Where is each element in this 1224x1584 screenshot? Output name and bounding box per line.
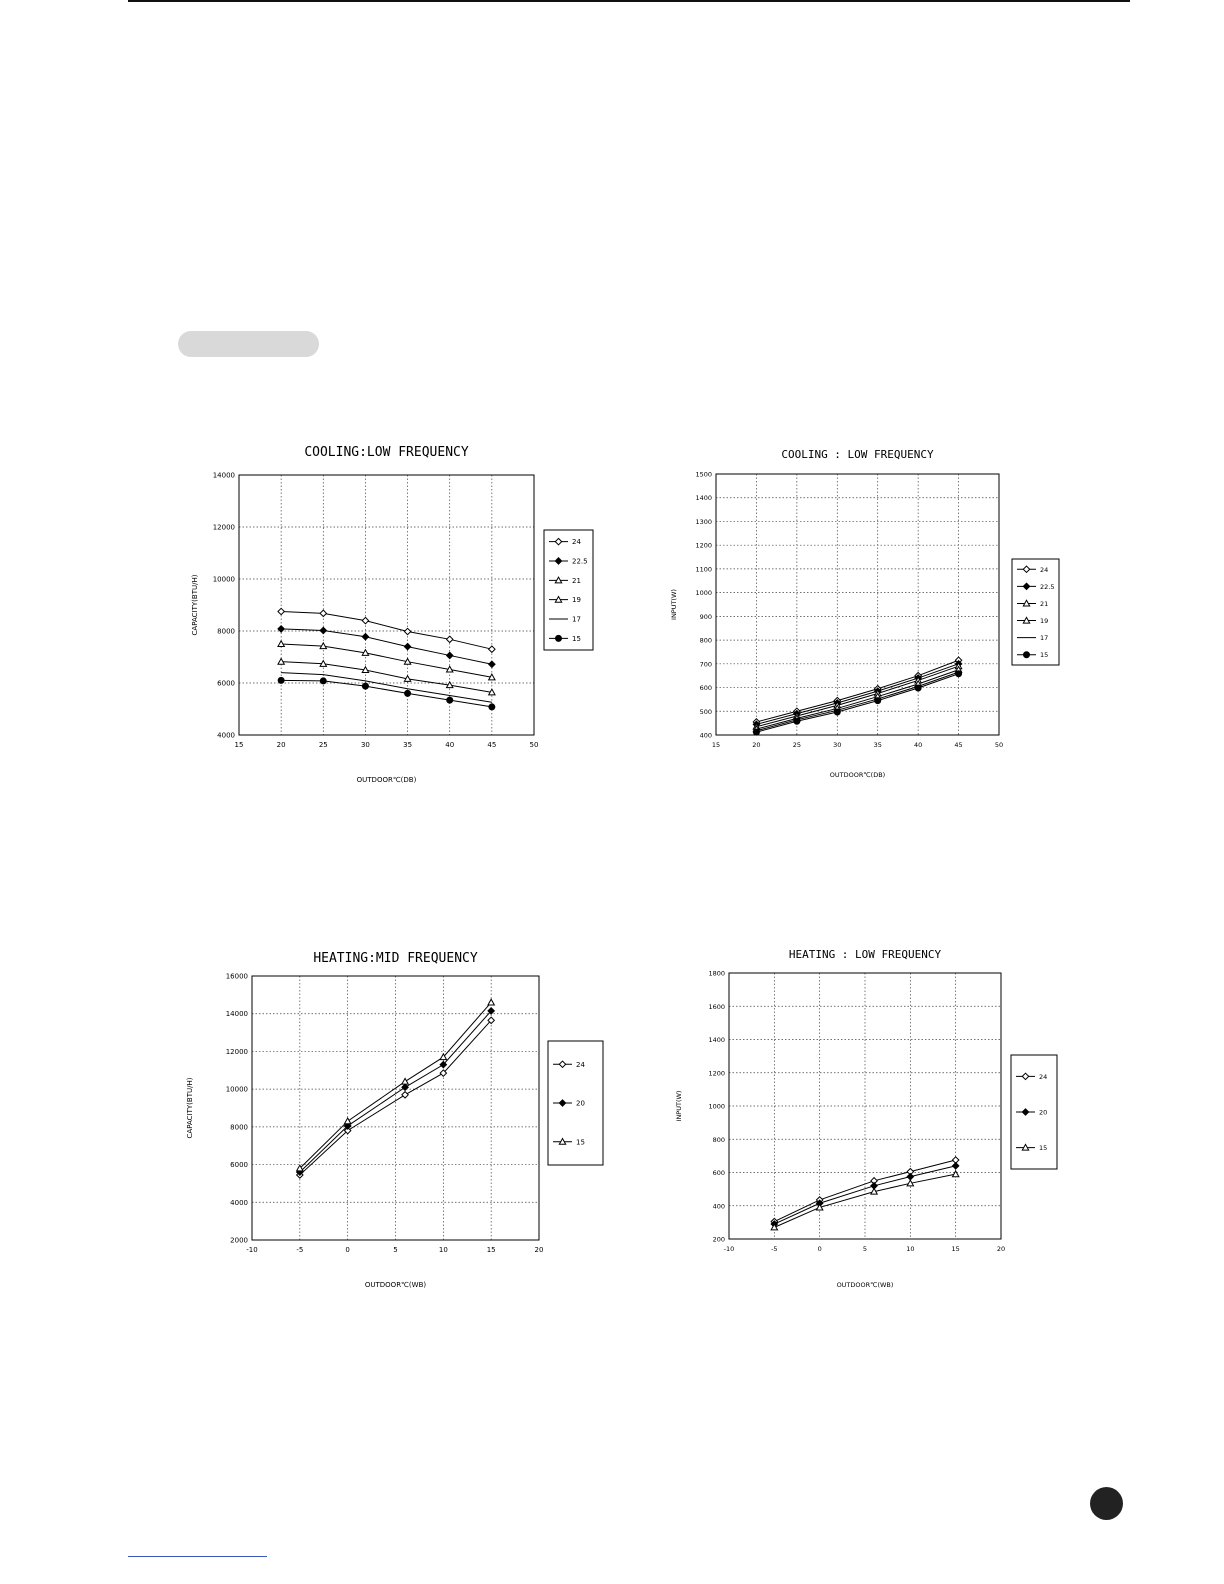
- y-axis-label: CAPACITY(BTU/H): [186, 1077, 194, 1139]
- y-tick-label: 4000: [230, 1198, 248, 1207]
- x-tick-label: -10: [723, 1245, 735, 1253]
- data-point: [404, 628, 410, 634]
- data-point: [915, 685, 921, 691]
- x-tick-label: 5: [862, 1245, 868, 1253]
- x-tick-label: 35: [873, 741, 882, 749]
- series-17: [281, 673, 492, 703]
- x-tick-label: -10: [246, 1246, 258, 1254]
- x-tick-label: 15: [486, 1246, 496, 1254]
- x-axis-label: OUTDOOR℃(DB): [356, 776, 417, 784]
- y-tick-label: 600: [699, 684, 712, 693]
- page-number-dot: [1090, 1487, 1123, 1520]
- chart-title: COOLING:LOW FREQUENCY: [304, 445, 469, 460]
- legend-box: [544, 530, 593, 650]
- y-tick-label: 14000: [225, 1010, 248, 1019]
- series-24: [753, 657, 962, 725]
- x-tick-label: 0: [345, 1246, 350, 1254]
- legend-label: 24: [1039, 1072, 1048, 1081]
- series-21: [753, 663, 962, 729]
- legend-label: 21: [572, 576, 581, 585]
- chart-svg: [180, 944, 610, 1294]
- data-point: [488, 999, 494, 1005]
- data-point: [362, 617, 368, 623]
- x-tick-label: 20: [752, 741, 761, 749]
- y-tick-label: 6000: [230, 1161, 248, 1170]
- data-point: [447, 636, 453, 642]
- legend-label: 15: [572, 634, 581, 643]
- x-tick-label: 25: [318, 741, 328, 749]
- y-tick-label: 10000: [225, 1085, 248, 1094]
- y-tick-label: 8000: [230, 1123, 248, 1132]
- data-point: [405, 690, 411, 696]
- legend-label: 24: [572, 538, 581, 547]
- x-tick-label: 30: [360, 741, 370, 749]
- y-tick-label: 4000: [217, 731, 235, 740]
- series-line: [281, 673, 492, 703]
- data-point: [489, 704, 495, 710]
- legend-label: 21: [1040, 599, 1049, 608]
- x-tick-label: -5: [771, 1245, 778, 1253]
- series-22.5: [278, 626, 495, 668]
- data-point: [402, 1078, 408, 1084]
- y-tick-label: 900: [699, 612, 712, 621]
- y-tick-label: 1200: [695, 541, 712, 550]
- series-line: [756, 660, 958, 722]
- y-tick-label: 12000: [212, 523, 235, 532]
- chart-svg: [660, 444, 1070, 784]
- x-tick-label: 45: [487, 741, 497, 749]
- cooling-input-chart: [660, 444, 1070, 784]
- legend-label: 20: [1039, 1108, 1048, 1117]
- gridlines: [252, 976, 539, 1240]
- series-line: [281, 662, 492, 693]
- y-tick-label: 400: [699, 731, 712, 740]
- x-tick-label: 40: [445, 741, 455, 749]
- cooling-capacity-chart: [185, 440, 605, 790]
- y-tick-label: 500: [699, 707, 712, 716]
- y-tick-label: 1400: [695, 494, 712, 503]
- gridlines: [716, 474, 999, 735]
- y-tick-label: 1500: [695, 470, 712, 479]
- series-15: [278, 677, 495, 710]
- y-tick-label: 800: [699, 636, 712, 645]
- series-line: [756, 666, 958, 727]
- data-point: [402, 1092, 408, 1098]
- x-tick-label: 10: [906, 1245, 915, 1253]
- data-point: [907, 1173, 913, 1179]
- y-tick-label: 8000: [217, 627, 235, 636]
- x-axis-label: OUTDOOR℃(WB): [836, 1281, 894, 1289]
- x-tick-label: 15: [711, 741, 721, 749]
- y-axis-label: INPUT(W): [670, 589, 678, 620]
- legend-label: 22.5: [1040, 582, 1055, 591]
- y-tick-label: 600: [712, 1169, 725, 1177]
- legend-box: [1012, 559, 1059, 665]
- series-line: [281, 629, 492, 664]
- heating-capacity-chart: [180, 944, 610, 1294]
- x-tick-label: 35: [403, 741, 413, 749]
- legend-label: 17: [572, 615, 581, 624]
- legend: [1011, 1055, 1057, 1169]
- data-point: [278, 677, 284, 683]
- y-tick-label: 1100: [695, 565, 712, 574]
- x-tick-label: 15: [234, 741, 244, 749]
- section-heading-pill: [178, 331, 319, 357]
- legend: [1012, 559, 1059, 665]
- data-point: [753, 729, 759, 735]
- x-tick-label: 20: [996, 1245, 1006, 1253]
- gridlines: [239, 475, 534, 735]
- data-point: [320, 627, 326, 633]
- legend-label: 19: [572, 596, 581, 605]
- chart-title: HEATING:MID FREQUENCY: [313, 951, 478, 966]
- x-tick-label: 45: [954, 741, 963, 749]
- y-tick-label: 1300: [695, 517, 712, 526]
- x-tick-label: 40: [914, 741, 923, 749]
- data-point: [952, 1163, 958, 1169]
- chart-title: HEATING : LOW FREQUENCY: [788, 948, 942, 961]
- x-tick-label: 5: [393, 1246, 398, 1254]
- legend-label: 19: [1040, 617, 1049, 626]
- x-axis-label: OUTDOOR℃(DB): [829, 771, 886, 779]
- y-tick-label: 1000: [695, 589, 712, 598]
- legend-label: 15: [1039, 1144, 1048, 1153]
- y-tick-label: 2000: [230, 1236, 248, 1245]
- legend-label: 17: [1040, 634, 1049, 643]
- data-point: [402, 1084, 408, 1090]
- y-tick-label: 1600: [708, 1002, 725, 1011]
- legend-label: 24: [1040, 565, 1049, 574]
- legend-marker: [556, 635, 562, 641]
- legend-marker: [1024, 652, 1030, 658]
- legend: [544, 530, 593, 650]
- data-point: [404, 643, 410, 649]
- series-line: [281, 644, 492, 677]
- data-point: [320, 678, 326, 684]
- y-tick-label: 200: [712, 1235, 725, 1244]
- y-tick-label: 1400: [708, 1036, 725, 1044]
- data-point: [278, 608, 284, 614]
- data-point: [794, 718, 800, 724]
- x-tick-label: 10: [438, 1246, 448, 1254]
- x-tick-label: 30: [833, 741, 842, 749]
- y-axis-label: INPUT(W): [675, 1090, 683, 1122]
- y-tick-label: 6000: [217, 679, 235, 688]
- data-point: [447, 697, 453, 703]
- series-line: [756, 664, 958, 725]
- legend-label: 15: [576, 1138, 585, 1147]
- x-tick-label: 50: [994, 741, 1004, 749]
- data-point: [344, 1118, 350, 1124]
- x-axis-label: OUTDOOR℃(WB): [364, 1281, 427, 1289]
- y-tick-label: 700: [699, 660, 712, 669]
- legend: [548, 1041, 603, 1165]
- legend-label: 15: [1040, 651, 1049, 660]
- y-tick-label: 14000: [212, 471, 235, 480]
- data-point: [952, 1171, 958, 1177]
- x-tick-label: 0: [817, 1245, 822, 1253]
- data-point: [362, 634, 368, 640]
- y-axis-label: CAPACITY(BTU/H): [191, 574, 199, 636]
- chart-title: COOLING : LOW FREQUENCY: [781, 448, 934, 461]
- y-tick-label: 1200: [708, 1069, 725, 1078]
- chart-svg: [665, 943, 1085, 1293]
- y-tick-label: 1800: [708, 969, 725, 978]
- data-point: [447, 652, 453, 658]
- plot-frame: [716, 474, 999, 735]
- top-rule: [128, 0, 1130, 2]
- y-tick-label: 800: [712, 1135, 725, 1144]
- legend-label: 20: [576, 1099, 585, 1108]
- x-tick-label: 20: [276, 741, 286, 749]
- y-tick-label: 10000: [212, 575, 235, 584]
- y-tick-label: 1000: [708, 1102, 725, 1111]
- y-tick-label: 16000: [225, 972, 248, 981]
- x-tick-label: -5: [296, 1246, 304, 1254]
- x-tick-label: 50: [529, 741, 539, 749]
- data-point: [956, 671, 962, 677]
- x-tick-label: 25: [792, 741, 801, 749]
- y-tick-label: 400: [712, 1202, 725, 1211]
- footer-link-underline: [128, 1556, 267, 1557]
- y-tick-label: 12000: [225, 1047, 248, 1056]
- data-point: [489, 661, 495, 667]
- legend-label: 22.5: [572, 557, 588, 566]
- data-point: [875, 698, 881, 704]
- data-point: [320, 610, 326, 616]
- data-point: [834, 709, 840, 715]
- chart-svg: [185, 440, 605, 790]
- gridlines: [729, 973, 1001, 1239]
- data-point: [362, 683, 368, 689]
- data-point: [489, 646, 495, 652]
- heating-input-chart: [665, 943, 1085, 1293]
- x-tick-label: 20: [534, 1246, 544, 1254]
- plot-frame: [239, 475, 534, 735]
- x-tick-label: 15: [951, 1245, 960, 1253]
- legend-label: 24: [576, 1060, 585, 1069]
